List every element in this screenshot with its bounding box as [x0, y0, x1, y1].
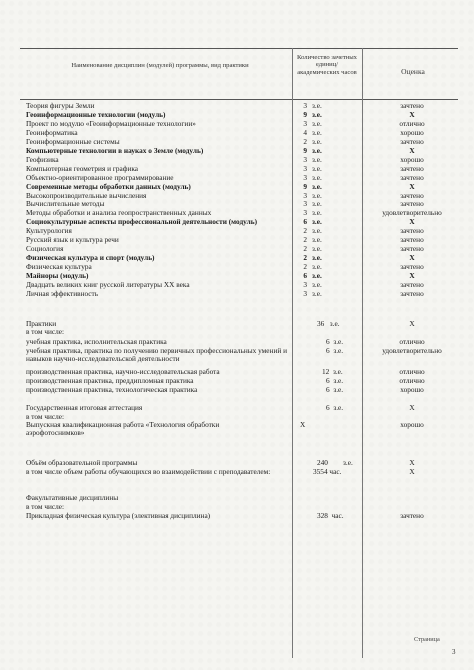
table-row [0, 101, 474, 110]
practice-item-5-grade: хорошо [400, 385, 424, 394]
credit-unit: з.е. [312, 190, 322, 200]
grade-value: отлично [399, 118, 425, 128]
page-footer-label: Страница [414, 636, 440, 643]
grade-value: зачтено [400, 101, 424, 110]
table-row [0, 155, 474, 164]
credit-count: 3 [303, 172, 307, 182]
credit-unit: з.е. [312, 280, 322, 289]
credit-unit: з.е. [312, 217, 322, 227]
thesis-count: X [300, 420, 306, 429]
optional-title: Факультативные дисциплины [26, 493, 119, 502]
grade-value: X [409, 145, 415, 155]
optional-item: Прикладная физическая культура (элективная дисциплина) [26, 511, 211, 520]
thesis-title: Выпускная квалификационная работа «Технология обработки аэрофотоснимков» [26, 420, 220, 438]
discipline-name: Культурология [26, 226, 72, 236]
discipline-name: Современные методы обработки данных (модуль) [26, 181, 191, 191]
optional-count: 328 час. [317, 511, 344, 520]
credit-count: 2 [303, 136, 307, 146]
credit-count: 2 [303, 244, 307, 254]
discipline-name: Социокультурные аспекты профессиональной деятельности (модуль) [26, 217, 258, 227]
credit-unit: з.е. [312, 288, 322, 298]
discipline-name: Геофизика [26, 154, 59, 164]
optional-grade: зачтено [400, 511, 424, 520]
volume-count: 240 [317, 458, 328, 467]
grade-value: зачтено [400, 172, 424, 182]
practice-item-5: производственная практика, технологическая практика [26, 385, 198, 394]
credit-count: 2 [303, 235, 307, 245]
table-row [0, 182, 474, 191]
grade-value: зачтено [400, 163, 424, 173]
grade-value: X [409, 271, 415, 281]
credit-unit: з.е. [312, 181, 322, 191]
header-credits: Количество зачетных единиц/ академических часов [297, 54, 357, 76]
practice-subtitle: в том числе: [26, 327, 65, 336]
credit-unit: з.е. [312, 154, 322, 164]
table-row [0, 146, 474, 155]
table-row [0, 191, 474, 200]
discipline-name: Вычислительные методы [26, 199, 105, 209]
discipline-name: Проект по модулю «Геоинформационные технологии» [26, 118, 196, 128]
table-row [0, 217, 474, 226]
table-row [0, 289, 474, 298]
header-discipline: Наименование дисциплин (модулей) программы, вид практики [71, 62, 249, 69]
credit-unit: з.е. [312, 262, 322, 272]
table-row [0, 137, 474, 146]
credit-unit: з.е. [312, 271, 322, 281]
contact-hours-grade: X [409, 467, 415, 476]
practice-item-3: производственная практика, научно-исследовательская работа [26, 367, 220, 376]
credit-unit: з.е. [312, 127, 322, 137]
practice-item-2-count: 6 з.е. [326, 346, 344, 355]
table-row [0, 271, 474, 280]
practice-item-3-grade: отлично [399, 367, 425, 376]
volume-title: Объём образовательной программы [26, 458, 138, 467]
discipline-name: Высокопроизводительные вычисления [26, 190, 147, 200]
attestation-grade: X [409, 403, 415, 412]
credit-unit: з.е. [312, 163, 322, 173]
table-row [0, 119, 474, 128]
attestation-subtitle: в том числе: [26, 412, 65, 421]
table-row [0, 244, 474, 253]
volume-unit: з.е. [343, 458, 353, 467]
table-row [0, 208, 474, 217]
credit-unit: з.е. [312, 244, 322, 254]
credit-count: 2 [303, 253, 307, 263]
credit-unit: з.е. [312, 145, 322, 155]
table-row [0, 226, 474, 235]
credit-unit: з.е. [312, 109, 322, 119]
contact-hours-count: 3554 час. [313, 467, 342, 476]
practice-item-2: учебная практика, практика по получению первичных профессиональных умений и навыков научно-исследовательской деятельности [26, 346, 287, 364]
table-row [0, 173, 474, 182]
credit-count: 3 [303, 154, 307, 164]
volume-grade: X [409, 458, 415, 467]
practice-item-5-count: 6 з.е. [326, 385, 344, 394]
practice-item-1-count: 6 з.е. [326, 337, 344, 346]
table-row [0, 262, 474, 271]
credit-count: 9 [303, 181, 307, 191]
grade-value: X [409, 109, 415, 119]
table-row [0, 199, 474, 208]
credit-count: 6 [303, 217, 307, 227]
discipline-name: Методы обработки и анализа геопространственных данных [26, 208, 212, 218]
practice-title: Практики [26, 319, 57, 328]
discipline-name: Физическая культура и спорт (модуль) [26, 253, 155, 263]
discipline-name: Физическая культура [26, 262, 92, 272]
table-row [0, 110, 474, 119]
grade-value: зачтено [400, 199, 424, 209]
discipline-name: Компьютерные технологии в науках о Земле (модуль) [26, 145, 204, 155]
credit-count: 3 [303, 288, 307, 298]
practice-item-3-count: 12 з.е. [322, 367, 343, 376]
table-row [0, 235, 474, 244]
credit-count: 3 [303, 199, 307, 209]
grade-value: X [409, 253, 415, 263]
practice-item-4-count: 6 з.е. [326, 376, 344, 385]
grade-value: зачтено [400, 280, 424, 289]
credit-unit: з.е. [312, 226, 322, 236]
credit-count: 3 [303, 101, 307, 110]
credit-unit: з.е. [312, 136, 322, 146]
discipline-name: Геоинформатика [26, 127, 78, 137]
grade-value: зачтено [400, 190, 424, 200]
discipline-name: Социология [26, 244, 64, 254]
practice-grade: X [409, 319, 415, 328]
credit-count: 3 [303, 118, 307, 128]
header-grade: Оценка [401, 67, 425, 76]
credit-unit: з.е. [312, 208, 322, 218]
grade-value: хорошо [400, 127, 424, 137]
credit-unit: з.е. [312, 199, 322, 209]
table-row [0, 164, 474, 173]
grade-value: зачтено [400, 288, 424, 298]
credit-count: 3 [303, 208, 307, 218]
discipline-name: Компьютерная геометрия и графика [26, 163, 139, 173]
discipline-name: Двадцать великих книг русской литературы XX века [26, 280, 190, 289]
discipline-name: Русский язык и культура речи [26, 235, 119, 245]
grade-value: зачтено [400, 226, 424, 236]
discipline-name: Личная эффективность [26, 288, 99, 298]
credit-unit: з.е. [312, 172, 322, 182]
page-number: 3 [452, 648, 456, 656]
discipline-name: Теория фигуры Земли [26, 101, 95, 110]
practice-count: 36 з.е. [317, 319, 340, 328]
credit-unit: з.е. [312, 101, 322, 110]
grade-value: X [409, 217, 415, 227]
attestation-count: 6 з.е. [326, 403, 344, 412]
credit-count: 2 [303, 262, 307, 272]
credit-unit: з.е. [312, 118, 322, 128]
credit-count: 6 [303, 271, 307, 281]
discipline-name: Майноры (модуль) [26, 271, 89, 281]
discipline-name: Геоинформационные технологии (модуль) [26, 109, 166, 119]
grade-value: зачтено [400, 244, 424, 254]
grade-value: зачтено [400, 235, 424, 245]
grade-value: хорошо [400, 154, 424, 164]
thesis-grade: хорошо [400, 420, 424, 429]
practice-item-2-grade: удовлетворительно [382, 346, 442, 355]
credit-count: 2 [303, 226, 307, 236]
table-row [0, 128, 474, 137]
attestation-title: Государственная итоговая аттестация [26, 403, 143, 412]
grade-value: зачтено [400, 136, 424, 146]
discipline-name: Объектно-ориентированное программирование [26, 172, 174, 182]
grade-value: зачтено [400, 262, 424, 272]
credit-count: 3 [303, 280, 307, 289]
credit-count: 9 [303, 145, 307, 155]
contact-hours-title: в том числе объем работы обучающихся во взаимодействии с преподавателем: [26, 467, 271, 476]
table-row [0, 280, 474, 289]
table-row [0, 253, 474, 262]
practice-item-1-grade: отлично [399, 337, 425, 346]
practice-item-4-grade: отлично [399, 376, 425, 385]
credit-count: 3 [303, 163, 307, 173]
credit-count: 4 [303, 127, 307, 137]
practice-item-1: учебная практика, исполнительская практика [26, 337, 167, 346]
optional-subtitle: в том числе: [26, 502, 65, 511]
grade-value: удовлетворительно [382, 208, 442, 218]
discipline-name: Геоинформационные системы [26, 136, 120, 146]
credit-count: 9 [303, 109, 307, 119]
credit-unit: з.е. [312, 253, 322, 263]
grade-value: X [409, 181, 415, 191]
credit-count: 3 [303, 190, 307, 200]
practice-item-4: производственная практика, преддипломная практика [26, 376, 194, 385]
credit-unit: з.е. [312, 235, 322, 245]
